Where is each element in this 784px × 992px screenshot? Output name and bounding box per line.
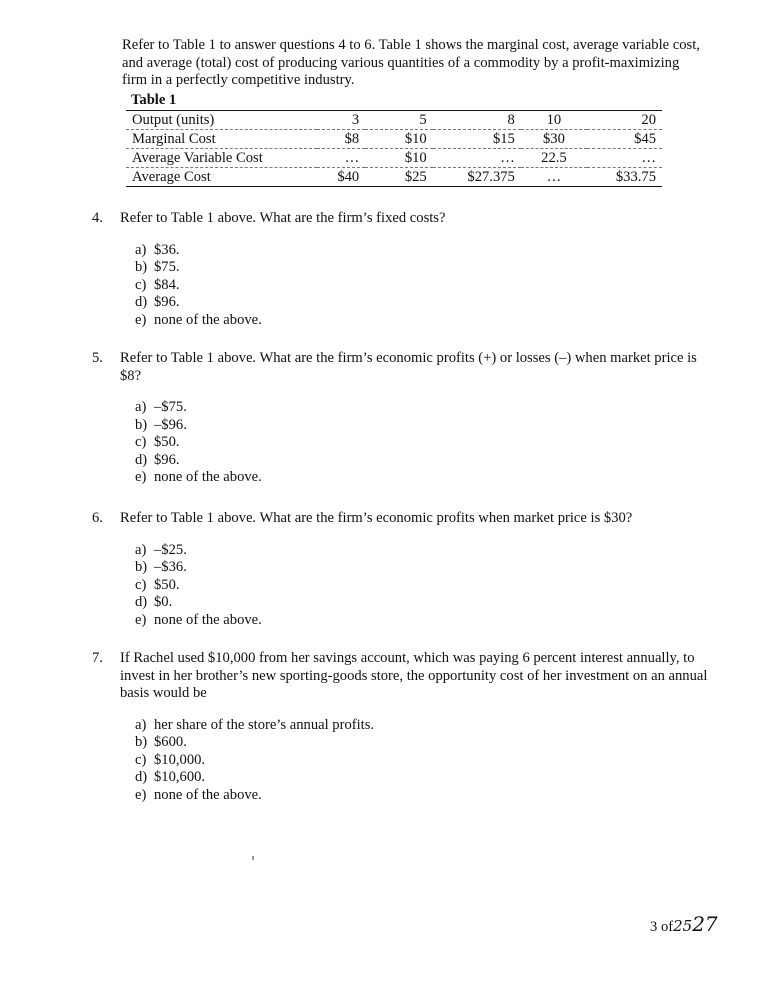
- table-cell: $45: [587, 130, 662, 149]
- question-6: [92, 510, 712, 629]
- table-cell: 5: [365, 111, 432, 130]
- option-text: –$36.: [154, 559, 187, 575]
- option-letter: a): [135, 541, 147, 558]
- option-letter: a): [135, 399, 147, 415]
- option-letter: d): [135, 294, 148, 310]
- question-text: Refer to Table 1 above. What are the firm’s economic profits when market price is $30?: [120, 510, 633, 526]
- option-text: $50.: [154, 576, 180, 593]
- table-cell: $10: [365, 130, 432, 149]
- option-text: –$75.: [154, 399, 187, 415]
- option-letter: d): [135, 769, 148, 785]
- option-text: $10,000.: [154, 751, 206, 768]
- option-b: [135, 259, 712, 277]
- options-list: [135, 542, 712, 630]
- question-number: 5.: [92, 350, 103, 366]
- question-5: [92, 350, 712, 487]
- question-number: 7.: [92, 650, 103, 666]
- table-cell: $8: [317, 130, 365, 149]
- option-text: none of the above.: [154, 611, 262, 628]
- row-label: Average Variable Cost: [126, 149, 317, 168]
- option-text: $600.: [154, 734, 187, 750]
- option-e: [135, 612, 712, 630]
- option-d: [135, 594, 712, 612]
- row-label: Marginal Cost: [126, 130, 317, 149]
- option-e: [135, 787, 712, 805]
- option-text: her share of the store’s annual profits.: [154, 716, 375, 733]
- table-cell: $30: [521, 130, 587, 149]
- table-cell: …: [521, 168, 587, 187]
- option-text: none of the above.: [154, 311, 262, 328]
- table-row: [126, 130, 662, 149]
- option-text: –$96.: [154, 416, 187, 433]
- table-row: [126, 168, 662, 187]
- option-letter: b): [135, 259, 148, 275]
- scan-speck: [252, 856, 254, 860]
- option-letter: a): [135, 716, 147, 733]
- option-a: [135, 242, 712, 260]
- table-row: [126, 111, 662, 130]
- question-7: [92, 650, 712, 804]
- option-b: [135, 417, 712, 435]
- table-cell: $40: [317, 168, 365, 187]
- option-text: $36.: [154, 241, 180, 258]
- table-row: [126, 149, 662, 168]
- option-letter: c): [135, 751, 147, 768]
- options-list: [135, 399, 712, 487]
- option-c: [135, 277, 712, 295]
- option-text: none of the above.: [154, 786, 262, 803]
- table-cell: 3: [317, 111, 365, 130]
- option-letter: c): [135, 434, 147, 450]
- options-list: [135, 242, 712, 330]
- option-letter: a): [135, 241, 147, 258]
- question-number: 4.: [92, 210, 103, 226]
- option-a: [135, 542, 712, 560]
- table-cell: $15: [433, 130, 521, 149]
- option-text: $75.: [154, 259, 180, 275]
- row-label: Output (units): [126, 111, 317, 130]
- table-cell: 22.5: [521, 149, 587, 168]
- option-text: $50.: [154, 434, 180, 450]
- option-b: [135, 734, 712, 752]
- handwritten-page-total-new: 27: [692, 912, 718, 936]
- option-e: [135, 312, 712, 330]
- option-text: $96.: [154, 294, 180, 310]
- options-list: [135, 717, 712, 805]
- option-text: $10,600.: [154, 769, 206, 785]
- page-number: [650, 912, 718, 936]
- option-d: [135, 769, 712, 787]
- question-number: 6.: [92, 510, 103, 526]
- option-text: $84.: [154, 276, 180, 293]
- table-cell: …: [317, 149, 365, 168]
- option-letter: b): [135, 559, 148, 575]
- option-letter: d): [135, 451, 148, 468]
- row-label: Average Cost: [126, 168, 317, 187]
- table-cell: 8: [433, 111, 521, 130]
- table-cell: $33.75: [587, 168, 662, 187]
- page-number-label: 3 of: [650, 919, 674, 935]
- option-text: $0.: [154, 594, 173, 610]
- question-text: If Rachel used $10,000 from her savings account, which was paying 6 percent interest annually, to invest in her brother’s new sporting-goods store, the opportunity cost of her investment on an annual basis would be: [120, 650, 708, 701]
- option-d: [135, 294, 712, 312]
- option-letter: c): [135, 276, 147, 293]
- option-e: [135, 469, 712, 487]
- option-letter: e): [135, 469, 147, 485]
- table-cell: 10: [521, 111, 587, 130]
- option-text: $96.: [154, 451, 180, 468]
- option-c: [135, 577, 712, 595]
- option-letter: c): [135, 576, 147, 593]
- option-text: none of the above.: [154, 469, 262, 485]
- table-cell: $10: [365, 149, 432, 168]
- table-cell: …: [433, 149, 521, 168]
- option-letter: b): [135, 416, 148, 433]
- option-letter: e): [135, 611, 147, 628]
- option-a: [135, 717, 712, 735]
- handwritten-page-total-old: 25: [673, 917, 693, 935]
- option-letter: e): [135, 311, 147, 328]
- question-text: Refer to Table 1 above. What are the firm’s fixed costs?: [120, 210, 446, 226]
- intro-paragraph: Refer to Table 1 to answer questions 4 to 6. Table 1 shows the marginal cost, average variable cost, and average (total) cost of producing various quantities of a commodity by a profit-maximizing firm in a perfectly competitive industry.: [122, 37, 700, 88]
- option-letter: d): [135, 594, 148, 610]
- option-letter: b): [135, 734, 148, 750]
- option-c: [135, 434, 712, 452]
- option-c: [135, 752, 712, 770]
- cost-table: [126, 110, 662, 187]
- option-letter: e): [135, 786, 147, 803]
- table-cell: 20: [587, 111, 662, 130]
- table-title: Table 1: [131, 92, 177, 108]
- table-cell: $25: [365, 168, 432, 187]
- table-cell: $27.375: [433, 168, 521, 187]
- option-b: [135, 559, 712, 577]
- option-d: [135, 452, 712, 470]
- option-text: –$25.: [154, 541, 187, 558]
- question-4: [92, 210, 712, 329]
- question-text: Refer to Table 1 above. What are the firm’s economic profits (+) or losses (–) when market price is $8?: [120, 350, 697, 384]
- table-cell: …: [587, 149, 662, 168]
- option-a: [135, 399, 712, 417]
